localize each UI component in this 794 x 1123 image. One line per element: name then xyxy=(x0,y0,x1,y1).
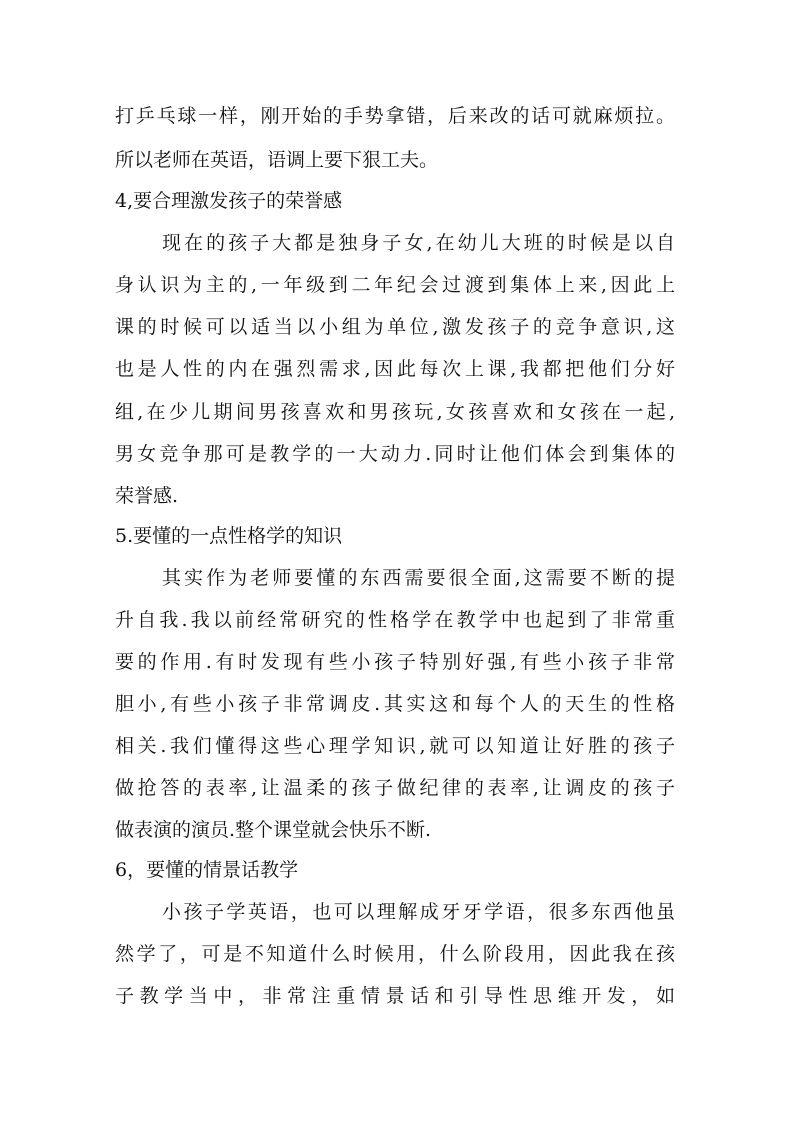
paragraph-line: 所以老师在英语，语调上要下狠工夫。 xyxy=(115,149,439,171)
paragraph-line: 打乒乓球一样，刚开始的手势拿错，后来改的话可就麻烦拉。 xyxy=(115,105,675,127)
paragraph-line: 相关.我们懂得这些心理学知识,就可以知道让好胜的孩子 xyxy=(115,735,675,757)
section-heading: 6，要懂的情景话教学 xyxy=(115,859,299,881)
paragraph-line: 升自我.我以前经常研究的性格学在教学中也起到了非常重 xyxy=(115,609,675,631)
paragraph-line: 组,在少儿期间男孩喜欢和男孩玩,女孩喜欢和女孩在一起, xyxy=(115,401,675,423)
paragraph-line: 做抢答的表率,让温柔的孩子做纪律的表率,让调皮的孩子 xyxy=(115,777,675,799)
paragraph-line: 要的作用.有时发现有些小孩子特别好强,有些小孩子非常 xyxy=(115,651,675,673)
paragraph-line: 然学了，可是不知道什么时候用，什么阶段用，因此我在孩 xyxy=(115,943,675,965)
paragraph-line: 课的时候可以适当以小组为单位,激发孩子的竞争意识,这 xyxy=(115,316,675,338)
paragraph-line: 小孩子学英语，也可以理解成牙牙学语，很多东西他虽 xyxy=(162,901,675,923)
paragraph-line: 也是人性的内在强烈需求,因此每次上课,我都把他们分好 xyxy=(115,358,675,380)
paragraph-line: 做表演的演员.整个课堂就会快乐不断. xyxy=(115,819,432,841)
section-heading: 4,要合理激发孩子的荣誉感 xyxy=(115,190,343,212)
paragraph-line: 现在的孩子大都是独身子女,在幼儿大班的时候是以自 xyxy=(162,232,675,254)
section-heading: 5.要懂的一点性格学的知识 xyxy=(115,525,343,547)
paragraph-line: 身认识为主的,一年级到二年纪会过渡到集体上来,因此上 xyxy=(115,274,675,296)
paragraph-line: 胆小,有些小孩子非常调皮.其实这和每个人的天生的性格 xyxy=(115,693,675,715)
paragraph-line: 男女竞争那可是教学的一大动力.同时让他们体会到集体的 xyxy=(115,443,675,465)
paragraph-line: 荣誉感. xyxy=(115,485,179,507)
paragraph-line: 子教学当中，非常注重情景话和引导性思维开发，如 xyxy=(115,985,675,1007)
paragraph-line: 其实作为老师要懂的东西需要很全面,这需要不断的提 xyxy=(162,567,675,589)
